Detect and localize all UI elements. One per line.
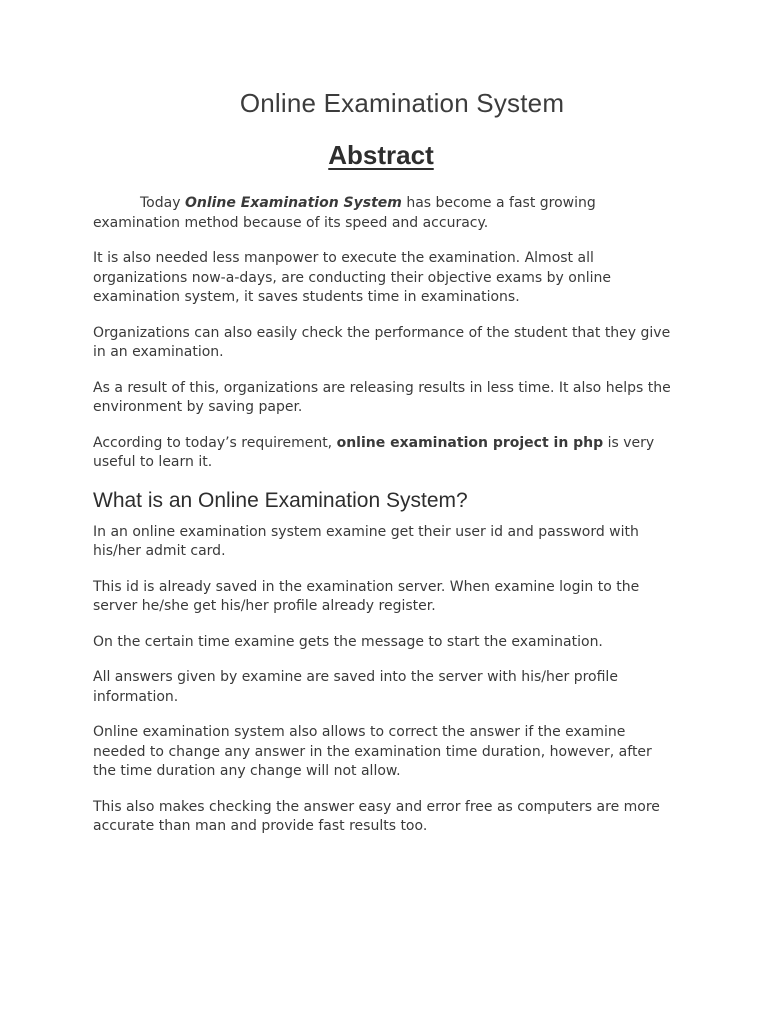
paragraph-manpower: It is also needed less manpower to execute the examination. Almost all organizations now-a-days, are conducting their objective exams by online examination system, it saves students time in examinations. [93,250,611,305]
section-heading: What is an Online Examination System? [93,488,468,512]
paragraph-requirement-bold: online examination project in php [336,434,604,451]
paragraph-error-free: This also makes checking the answer easy and error free as computers are more accurate than man and provide fast results too. [93,798,660,834]
paragraph-start-message: On the certain time examine gets the message to start the examination. [93,633,603,650]
paragraph-correct-answer: Online examination system also allows to correct the answer if the examine needed to change any answer in the examination time duration, however, after the time duration any change will not allow. [93,724,652,779]
document-title: Online Examination System [239,88,565,118]
paragraph-intro-lead: Today [140,195,185,211]
paragraph-requirement-lead: According to today’s requirement, [93,434,337,451]
document-body [93,194,678,853]
paragraph-results: As a result of this, organizations are releasing results in less time. It also helps the environment by saving paper. [93,379,671,415]
abstract-heading: Abstract [328,140,434,170]
paragraph-intro-emphasis: Online Examination System [184,195,402,211]
paragraph-requirement [93,434,678,473]
paragraph-server: This id is already saved in the examination server. When examine login to the server he/she get his/her profile already register. [93,578,640,614]
paragraph-admit-card: In an online examination system examine get their user id and password with his/her admit card. [93,523,639,559]
paragraph-performance: Organizations can also easily check the performance of the student that they give in an examination. [93,324,671,360]
paragraph-intro-rest: has become a fast growing examination method because of its speed and accuracy. [93,195,596,231]
paragraph-answers-saved: All answers given by examine are saved into the server with his/her profile information. [93,669,618,705]
paragraph-intro [93,194,678,233]
paragraph-requirement-rest: is very useful to learn it. [93,434,655,470]
